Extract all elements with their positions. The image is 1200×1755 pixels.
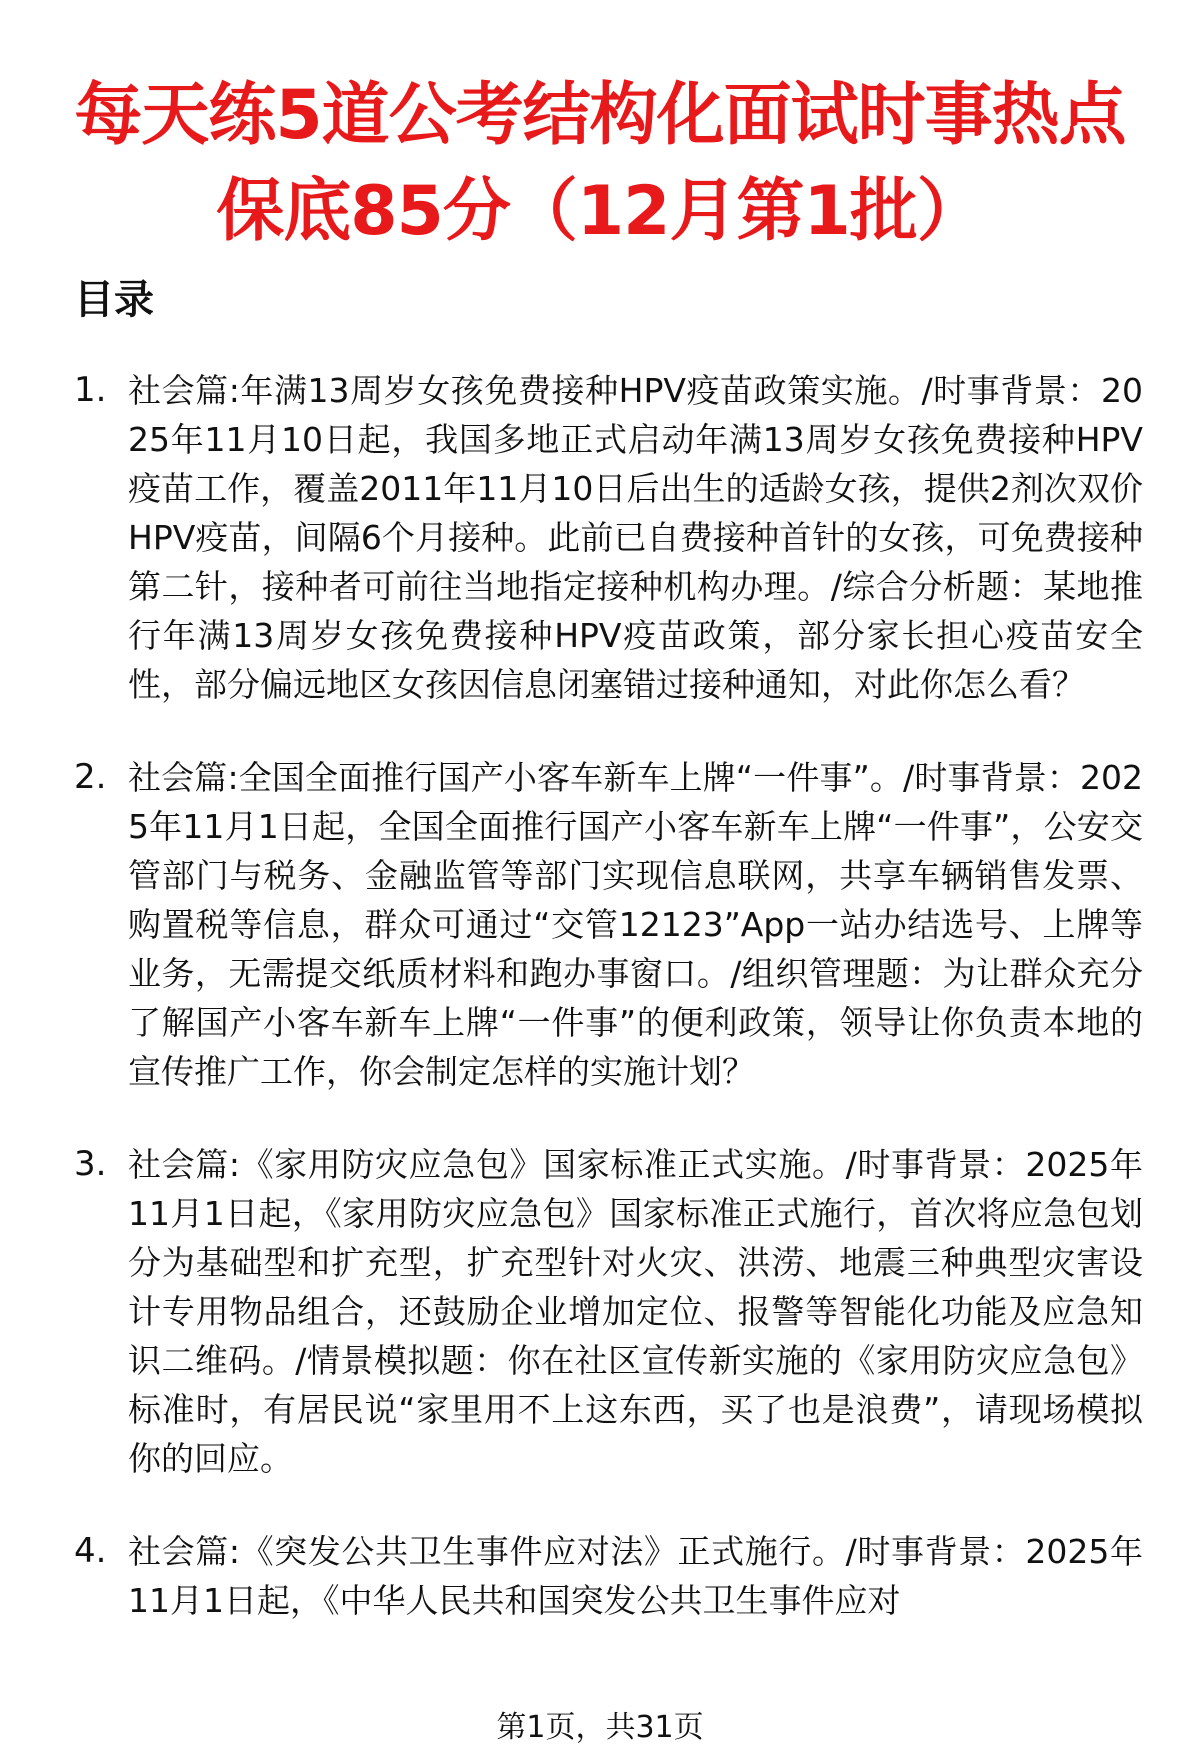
item-number: 2. <box>74 757 107 797</box>
item-text: 社会篇:《突发公共卫生事件应对法》正式施行。/时事背景：2025年11月1日起，《中华人民共和国突发公共卫生事件应对 <box>128 1532 1143 1620</box>
list-item <box>74 1140 1154 1483</box>
page-title <box>40 68 1160 260</box>
item-text: 社会篇:全国全面推行国产小客车新车上牌“一件事”。/时事背景：2025年11月1日起，全国全面推行国产小客车新车上牌“一件事”，公安交管部门与税务、金融监管等部门实现信息联网，共享车辆销售发票、购置税等信息，群众可通过“交管12123”App一站办结选号、上牌等业务，无需提交纸质材料和跑办事窗口。/组织管理题：为让群众充分了解国产小客车新车上牌“一件事”的便利政策，领导让你负责本地的宣传推广工作，你会制定怎样的实施计划？ <box>128 758 1143 1091</box>
list-item <box>74 366 1154 709</box>
title-line-2: 保底85分（12月第1批） <box>216 172 984 251</box>
page-footer: 第1页，共31页 <box>496 1710 704 1745</box>
title-line-1: 每天练5道公考结构化面试时事热点 <box>74 76 1126 155</box>
topic-list <box>74 366 1154 1669</box>
item-text: 社会篇:年满13周岁女孩免费接种HPV疫苗政策实施。/时事背景：2025年11月10日起，我国多地正式启动年满13周岁女孩免费接种HPV疫苗工作，覆盖2011年11月10日后出生的适龄女孩，提供2剂次双价HPV疫苗，间隔6个月接种。此前已自费接种首针的女孩，可免费接种第二针，接种者可前往当地指定接种机构办理。/综合分析题：某地推行年满13周岁女孩免费接种HPV疫苗政策，部分家长担心疫苗安全性，部分偏远地区女孩因信息闭塞错过接种通知，对此你怎么看？ <box>128 371 1143 704</box>
list-item <box>74 753 1154 1096</box>
item-number: 3. <box>74 1144 107 1184</box>
toc-heading: 目录 <box>74 277 154 323</box>
item-number: 4. <box>74 1531 107 1571</box>
list-item <box>74 1527 1154 1625</box>
item-text: 社会篇:《家用防灾应急包》国家标准正式实施。/时事背景：2025年11月1日起，《家用防灾应急包》国家标准正式施行，首次将应急包划分为基础型和扩充型，扩充型针对火灾、洪涝、地震三种典型灾害设计专用物品组合，还鼓励企业增加定位、报警等智能化功能及应急知识二维码。/情景模拟题：你在社区宣传新实施的《家用防灾应急包》标准时，有居民说“家里用不上这东西，买了也是浪费”，请现场模拟你的回应。 <box>128 1145 1143 1478</box>
item-number: 1. <box>74 370 107 410</box>
